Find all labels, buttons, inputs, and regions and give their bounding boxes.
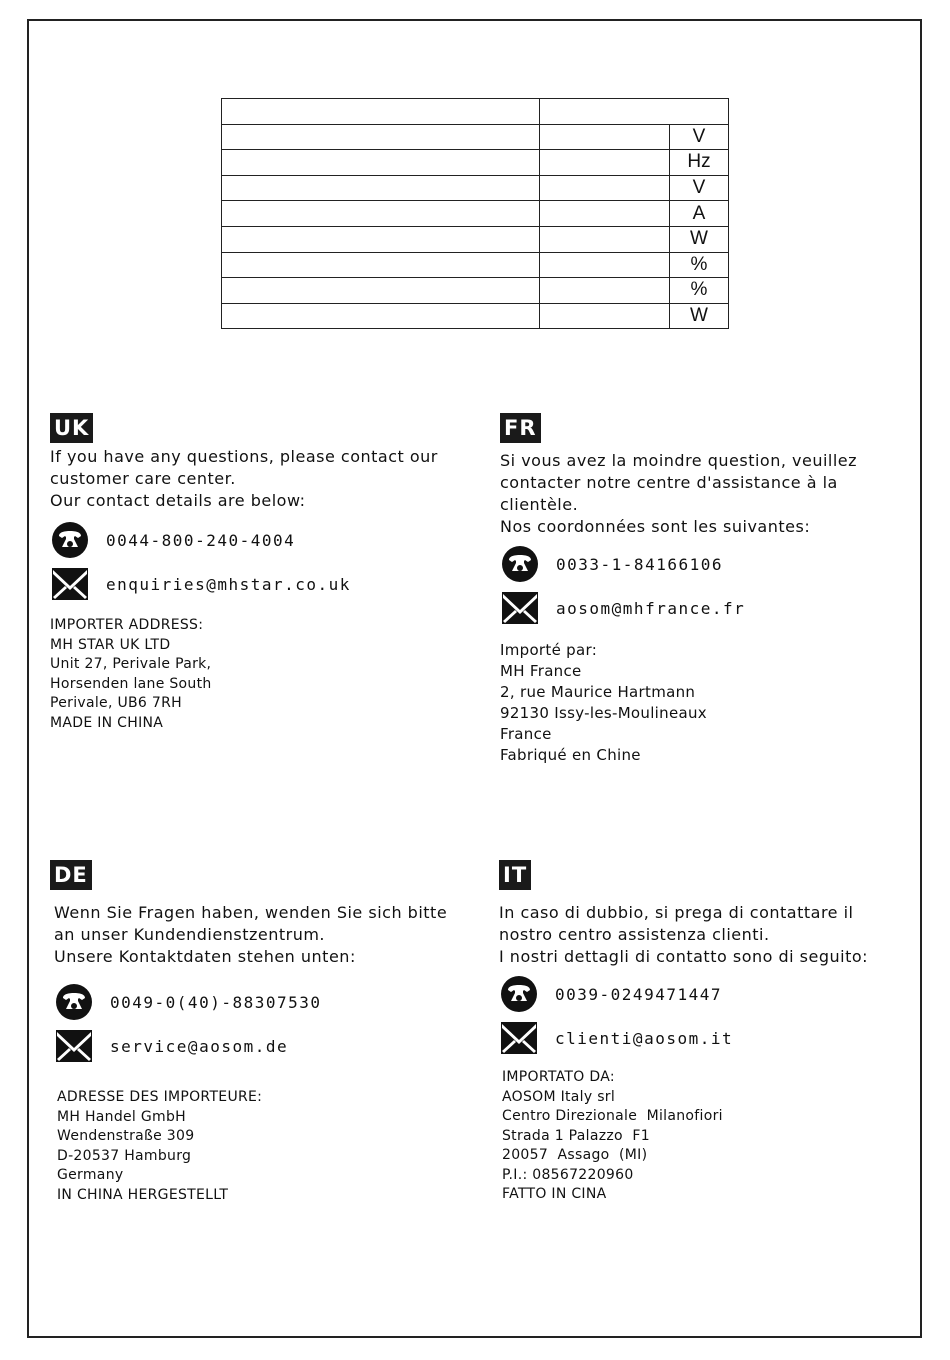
- unit-cell: W: [670, 303, 729, 329]
- email-row: [54, 1026, 470, 1066]
- intro-text: In caso di dubbio, si prega di contattare il nostro centro assistenza clienti. I nostri dettagli di contatto sono di seguito:: [499, 903, 869, 966]
- country-badge: IT: [499, 860, 531, 890]
- country-badge: UK: [50, 413, 93, 443]
- importer-address: IMPORTATO DA: AOSOM Italy srl Centro Direzionale Milanofiori Strada 1 Palazzo F1 20057 Assago (MI) P.I.: 08567220960 FATTO IN CINA: [502, 1069, 723, 1202]
- email-address[interactable]: service@aosom.de: [110, 1036, 289, 1056]
- unit-cell: V: [670, 175, 729, 201]
- phone-row: [50, 520, 470, 560]
- table-row: [222, 278, 729, 304]
- phone-icon: [499, 976, 539, 1012]
- phone-row: [54, 982, 470, 1022]
- section-fr: [500, 413, 920, 766]
- unit-cell: Hz: [670, 150, 729, 176]
- intro-text: If you have any questions, please contact our customer care center. Our contact details are below:: [50, 447, 438, 510]
- email-address[interactable]: aosom@mhfrance.fr: [556, 598, 746, 618]
- spec-table: [221, 98, 729, 329]
- phone-icon: [50, 522, 90, 558]
- importer-address: Importé par: MH France 2, rue Maurice Hartmann 92130 Issy-les-Moulineaux France Fabriqué en Chine: [500, 641, 707, 764]
- phone-number[interactable]: 0033-1-84166106: [556, 554, 723, 574]
- envelope-icon: [500, 590, 540, 626]
- phone-number[interactable]: 0049-0(40)-88307530: [110, 992, 322, 1012]
- table-row: [222, 175, 729, 201]
- phone-row: [499, 974, 919, 1014]
- unit-cell: V: [670, 124, 729, 150]
- phone-icon: [54, 984, 94, 1020]
- table-row: [222, 201, 729, 227]
- intro-text: Wenn Sie Fragen haben, wenden Sie sich bitte an unser Kundendienstzentrum. Unsere Kontaktdaten stehen unten:: [54, 903, 448, 966]
- table-row: [222, 226, 729, 252]
- table-row: [222, 99, 729, 125]
- envelope-icon: [54, 1028, 94, 1064]
- email-row: [50, 564, 470, 604]
- email-address[interactable]: enquiries@mhstar.co.uk: [106, 574, 351, 594]
- importer-address: IMPORTER ADDRESS: MH STAR UK LTD Unit 27, Perivale Park, Horsenden lane South Perivale, UB6 7RH MADE IN CHINA: [50, 617, 212, 731]
- email-row: [500, 588, 920, 628]
- unit-cell: %: [670, 278, 729, 304]
- country-badge: FR: [500, 413, 541, 443]
- phone-number[interactable]: 0044-800-240-4004: [106, 530, 296, 550]
- email-row: [499, 1018, 919, 1058]
- unit-cell: A: [670, 201, 729, 227]
- importer-address: ADRESSE DES IMPORTEURE: MH Handel GmbH Wendenstraße 309 D-20537 Hamburg Germany IN CHINA HERGESTELLT: [57, 1089, 263, 1203]
- section-it: [499, 860, 919, 1205]
- envelope-icon: [499, 1020, 539, 1056]
- country-badge: DE: [50, 860, 92, 890]
- table-row: [222, 124, 729, 150]
- envelope-icon: [50, 566, 90, 602]
- table-row: [222, 150, 729, 176]
- email-address[interactable]: clienti@aosom.it: [555, 1028, 734, 1048]
- unit-cell: %: [670, 252, 729, 278]
- unit-cell: W: [670, 226, 729, 252]
- table-row: [222, 303, 729, 329]
- phone-number[interactable]: 0039-0249471447: [555, 984, 722, 1004]
- section-de: [50, 860, 470, 1205]
- phone-icon: [500, 546, 540, 582]
- section-uk: [50, 413, 470, 733]
- phone-row: [500, 544, 920, 584]
- table-row: [222, 252, 729, 278]
- intro-text: Si vous avez la moindre question, veuillez contacter notre centre d'assistance à la clientèle. Nos coordonnées sont les suivantes:: [500, 451, 858, 536]
